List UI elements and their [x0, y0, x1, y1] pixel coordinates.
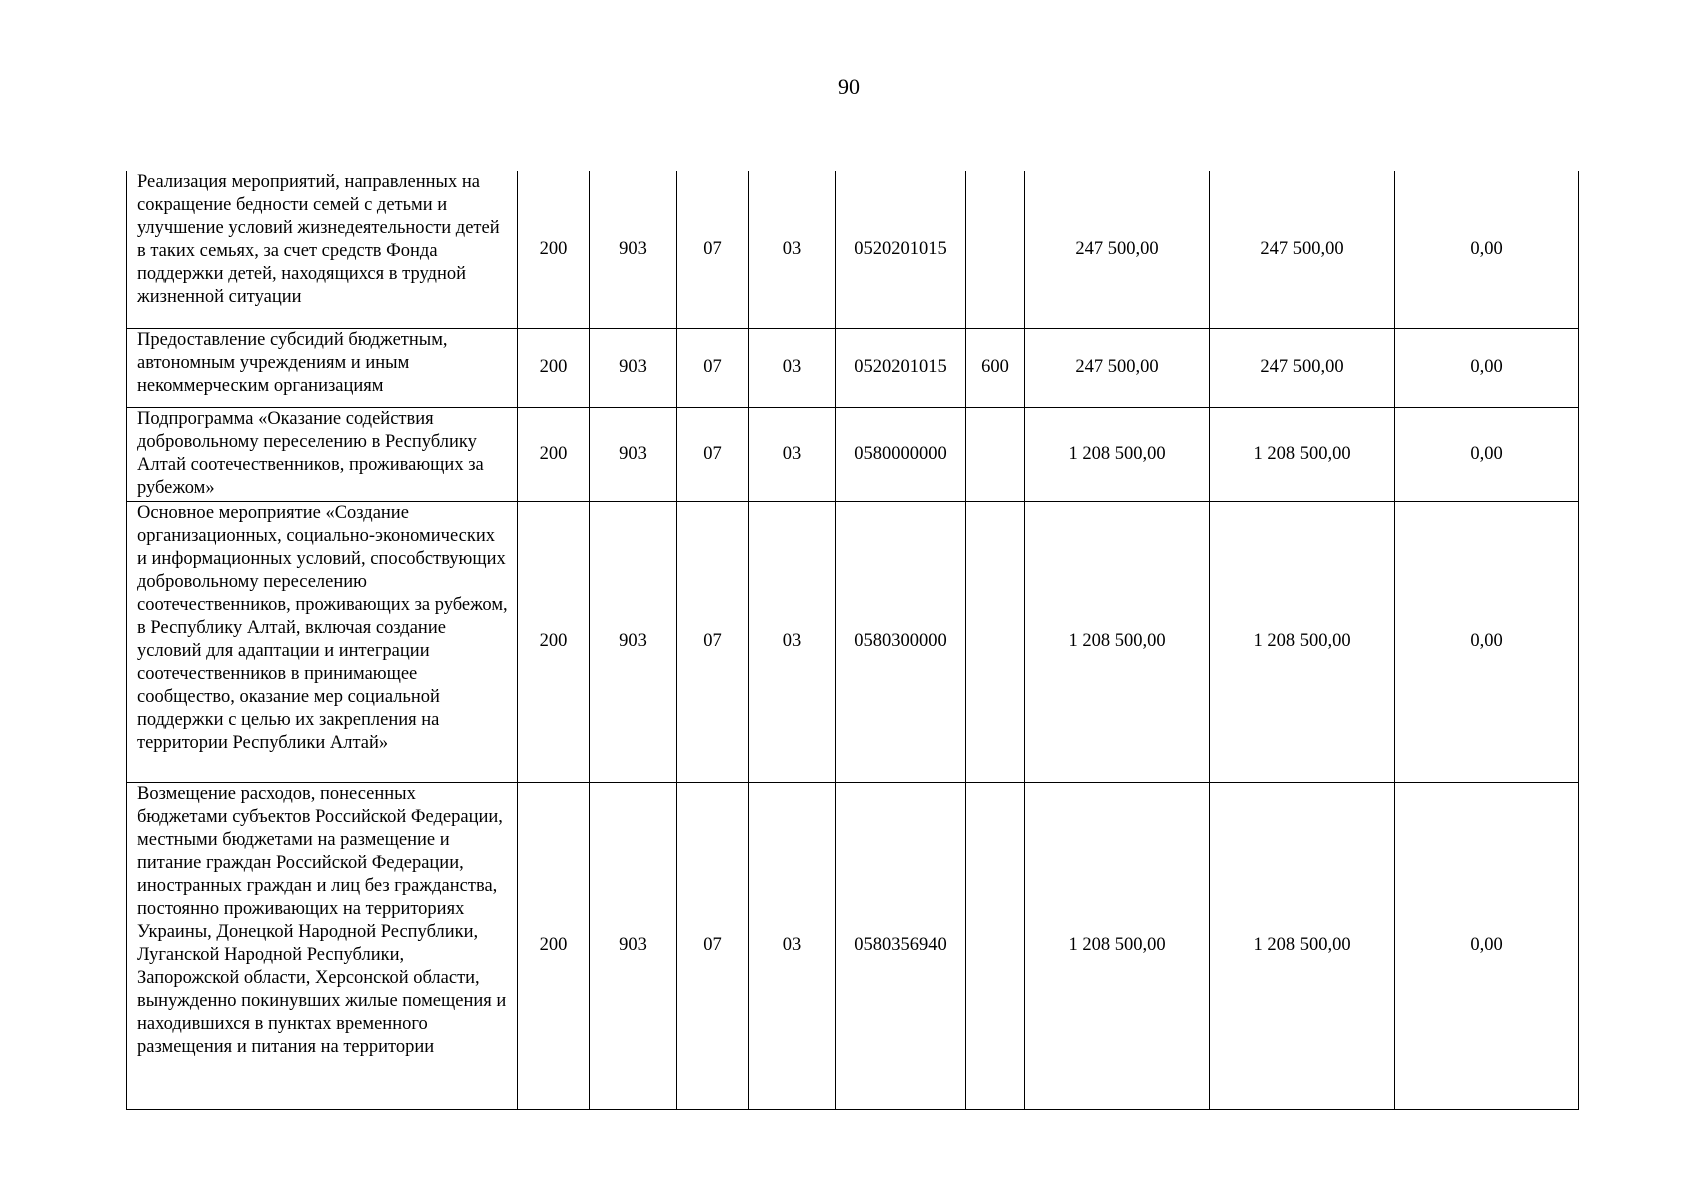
table-row: [127, 782, 1579, 1109]
cell-target-code: 0580000000: [836, 407, 966, 501]
cell-amount-2: 247 500,00: [1210, 328, 1395, 407]
cell-amount-3: 0,00: [1395, 407, 1579, 501]
cell-code-2: 903: [590, 501, 677, 782]
cell-amount-2: 1 208 500,00: [1210, 782, 1395, 1109]
cell-target-code: 0520201015: [836, 328, 966, 407]
row-name: Предоставление субсидий бюджетным, автономным учреждениям и иным некоммерческим организациям: [127, 328, 518, 407]
row-name: Основное мероприятие «Создание организационных, социально-экономических и информационных условий, способствующих добровольному переселению соотечественников, проживающих за рубежом, в Республику Алтай, включая создание условий для адаптации и интеграции соотечественников в принимающее сообщество, оказание мер социальной поддержки с целью их закрепления на территории Республики Алтай»: [127, 501, 518, 782]
cell-code-2: 903: [590, 782, 677, 1109]
cell-expense-type: 600: [966, 328, 1025, 407]
table-row: [127, 328, 1579, 407]
budget-table: [126, 171, 1579, 1110]
cell-code-1: 200: [518, 171, 590, 328]
cell-code-4: 03: [749, 328, 836, 407]
cell-amount-3: 0,00: [1395, 328, 1579, 407]
cell-code-1: 200: [518, 782, 590, 1109]
cell-code-3: 07: [677, 328, 749, 407]
table-row: [127, 501, 1579, 782]
cell-amount-1: 1 208 500,00: [1025, 407, 1210, 501]
row-name: Возмещение расходов, понесенных бюджетами субъектов Российской Федерации, местными бюджетами на размещение и питание граждан Российской Федерации, иностранных граждан и лиц без гражданства, постоянно проживающих на территориях Украины, Донецкой Народной Республики, Луганской Народной Республики, Запорожской области, Херсонской области, вынужденно покинувших жилые помещения и находившихся в пунктах временного размещения и питания на территории: [127, 782, 518, 1109]
cell-amount-3: 0,00: [1395, 501, 1579, 782]
cell-code-3: 07: [677, 501, 749, 782]
cell-code-3: 07: [677, 407, 749, 501]
cell-code-3: 07: [677, 782, 749, 1109]
cell-code-4: 03: [749, 171, 836, 328]
cell-code-4: 03: [749, 782, 836, 1109]
cell-code-3: 07: [677, 171, 749, 328]
cell-amount-1: 1 208 500,00: [1025, 782, 1210, 1109]
cell-code-1: 200: [518, 328, 590, 407]
cell-code-1: 200: [518, 501, 590, 782]
cell-expense-type: [966, 501, 1025, 782]
cell-code-2: 903: [590, 171, 677, 328]
cell-amount-1: 1 208 500,00: [1025, 501, 1210, 782]
cell-target-code: 0520201015: [836, 171, 966, 328]
cell-target-code: 0580300000: [836, 501, 966, 782]
cell-amount-3: 0,00: [1395, 171, 1579, 328]
cell-amount-3: 0,00: [1395, 782, 1579, 1109]
cell-expense-type: [966, 171, 1025, 328]
cell-amount-1: 247 500,00: [1025, 328, 1210, 407]
cell-code-4: 03: [749, 501, 836, 782]
cell-amount-2: 1 208 500,00: [1210, 501, 1395, 782]
row-name: Реализация мероприятий, направленных на сокращение бедности семей с детьми и улучшение условий жизнедеятельности детей в таких семьях, за счет средств Фонда поддержки детей, находящихся в трудной жизненной ситуации: [127, 171, 518, 328]
cell-code-2: 903: [590, 328, 677, 407]
cell-amount-1: 247 500,00: [1025, 171, 1210, 328]
cell-code-4: 03: [749, 407, 836, 501]
cell-expense-type: [966, 407, 1025, 501]
cell-code-2: 903: [590, 407, 677, 501]
row-name: Подпрограмма «Оказание содействия добровольному переселению в Республику Алтай соотечественников, проживающих за рубежом»: [127, 407, 518, 501]
table-row: [127, 407, 1579, 501]
cell-amount-2: 1 208 500,00: [1210, 407, 1395, 501]
cell-target-code: 0580356940: [836, 782, 966, 1109]
page-number: 90: [838, 74, 860, 99]
table-row: [127, 171, 1579, 328]
cell-expense-type: [966, 782, 1025, 1109]
cell-amount-2: 247 500,00: [1210, 171, 1395, 328]
cell-code-1: 200: [518, 407, 590, 501]
